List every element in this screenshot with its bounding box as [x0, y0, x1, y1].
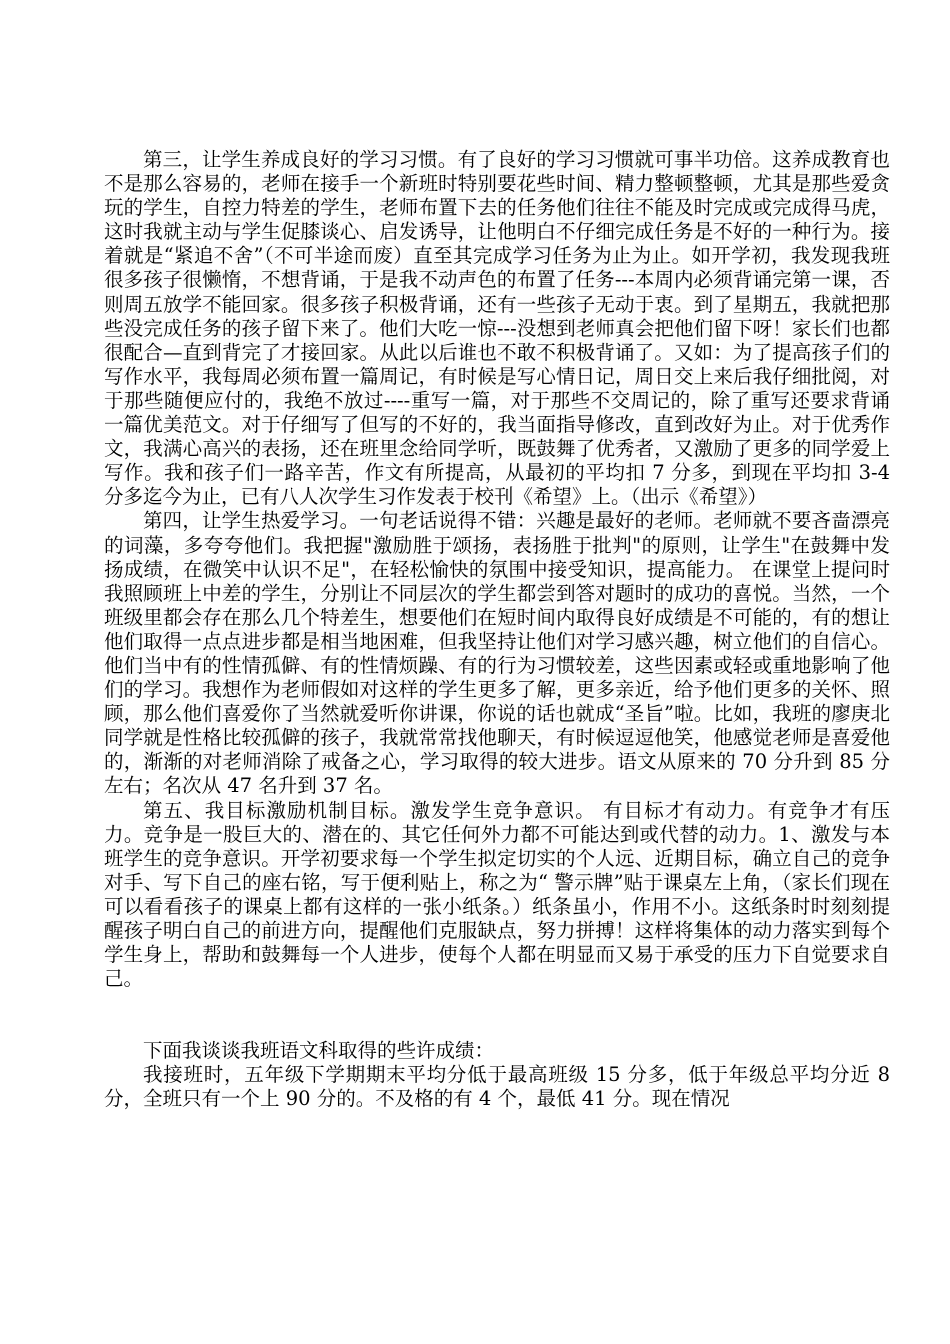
- paragraph-achievements-intro: 下面我谈谈我班语文科取得的些许成绩：: [143, 1039, 495, 1063]
- paragraph-habits: 第三，让学生养成良好的学习习惯。有了良好的学习习惯就可事半功倍。这养成教育也不是那么容易的，老师在接手一个新班时特别要花些时间、精力整顿整顿，尤其是那些爱贪玩的学生，自控力特差的学生，老师布置下去的任务他们往往不能及时完成或完成得马虎，这时我就主动与学生促膝谈心、启发诱导，让他明白不仔细完成任务是不好的一种行为。接着就是“紧追不舍”（不可半途而废）直至其完成学习任务为止为止。如开学初，我发现我班很多孩子很懒惰，不想背诵，于是我不动声色的布置了任务---本周内必须背诵完第一课，否则周五放学不能回家。很多孩子积极背诵，还有一些孩子无动于衷。到了星期五，我就把那些没完成任务的孩子留下来了。他们大吃一惊---没想到老师真会把他们留下呀！家长们也都很配合—直到背完了才接回家。从此以后谁也不敢不积极背诵了。又如：为了提高孩子们的写作水平，我每周必须布置一篇周记，有时候是写心情日记，周日交上来后我仔细批阅，对于那些随便应付的，我绝不放过----重写一篇，对于那些不交周记的，除了重写还要求背诵一篇优美范文。对于仔细写了但写的不好的，我当面指导修改，直到改好为止。对于优秀作文，我满心高兴的表扬，还在班里念给同学听，既鼓舞了优秀者，又激励了更多的同学爱上写作。我和孩子们一路辛苦，作文有所提高，从最初的平均扣 7 分多，到现在平均扣 3-4 分多迄今为止，已有八人次学生习作发表于校刊《希望》上。（出示《希望》）: [104, 148, 890, 509]
- document-page: [104, 148, 890, 1112]
- paragraph-takeover-scores: 我接班时，五年级下学期期末平均分低于最高班级 15 分多，低于年级总平均分近 8 分，全班只有一个上 90 分的。不及格的有 4 个，最低 41 分。现在情况: [104, 1063, 890, 1111]
- paragraph-goal-motivation: 第五、我目标激励机制目标。激发学生竞争意识。 有目标才有动力。有竞争才有压力。竞争是一股巨大的、潜在的、其它任何外力都不可能达到或代替的动力。1、激发与本班学生的竞争意识。开学初要求每一个学生拟定切实的个人远、近期目标，确立自己的竞争对手、写下自己的座右铭，写于便利贴上，称之为“ 警示牌”贴于课桌左上角，（家长们现在可以看看孩子的课桌上都有这样的一张小纸条。）纸条虽小，作用不小。这纸条时时刻刻提醒孩子明白自己的前进方向，提醒他们克服缺点，努力拼搏！这样将集体的动力落实到每个学生身上，帮助和鼓舞每一个人进步，使每个人都在明显而又易于承受的压力下自觉要求自己。: [104, 798, 890, 991]
- paragraph-love-learning: 第四，让学生热爱学习。一句老话说得不错：兴趣是最好的老师。老师就不要吝啬漂亮的词藻，多夸夸他们。我把握"激励胜于颂扬，表扬胜于批判"的原则，让学生"在鼓舞中发扬成绩，在微笑中认识不足"，在轻松愉快的氛围中接受知识，提高能力。 在课堂上提问时我照顾班上中差的学生，分别让不同层次的学生都尝到答对题时的成功的喜悦。当然，一个班级里都会存在那么几个特差生，想要他们在短时间内取得良好成绩是不可能的，有的想让他们取得一点点进步都是相当地困难，但我坚持让他们对学习感兴趣，树立他们的自信心。他们当中有的性情孤僻、有的性情烦躁、有的行为习惯较差，这些因素或轻或重地影响了他们的学习。我想作为老师假如对这样的学生更多了解，更多亲近，给予他们更多的关怀、照顾，那么他们喜爱你了当然就爱听你讲课，你说的话也就成“圣旨”啦。比如，我班的廖庚北同学就是性格比较孤僻的孩子，我就常常找他聊天，有时候逗逗他笑，他感觉老师是喜爱他的，渐渐的对老师消除了戒备之心，学习取得的较大进步。语文从原来的 70 分升到 85 分左右；名次从 47 名升到 37 名。: [104, 509, 890, 798]
- paragraph-spacer: [104, 991, 890, 1039]
